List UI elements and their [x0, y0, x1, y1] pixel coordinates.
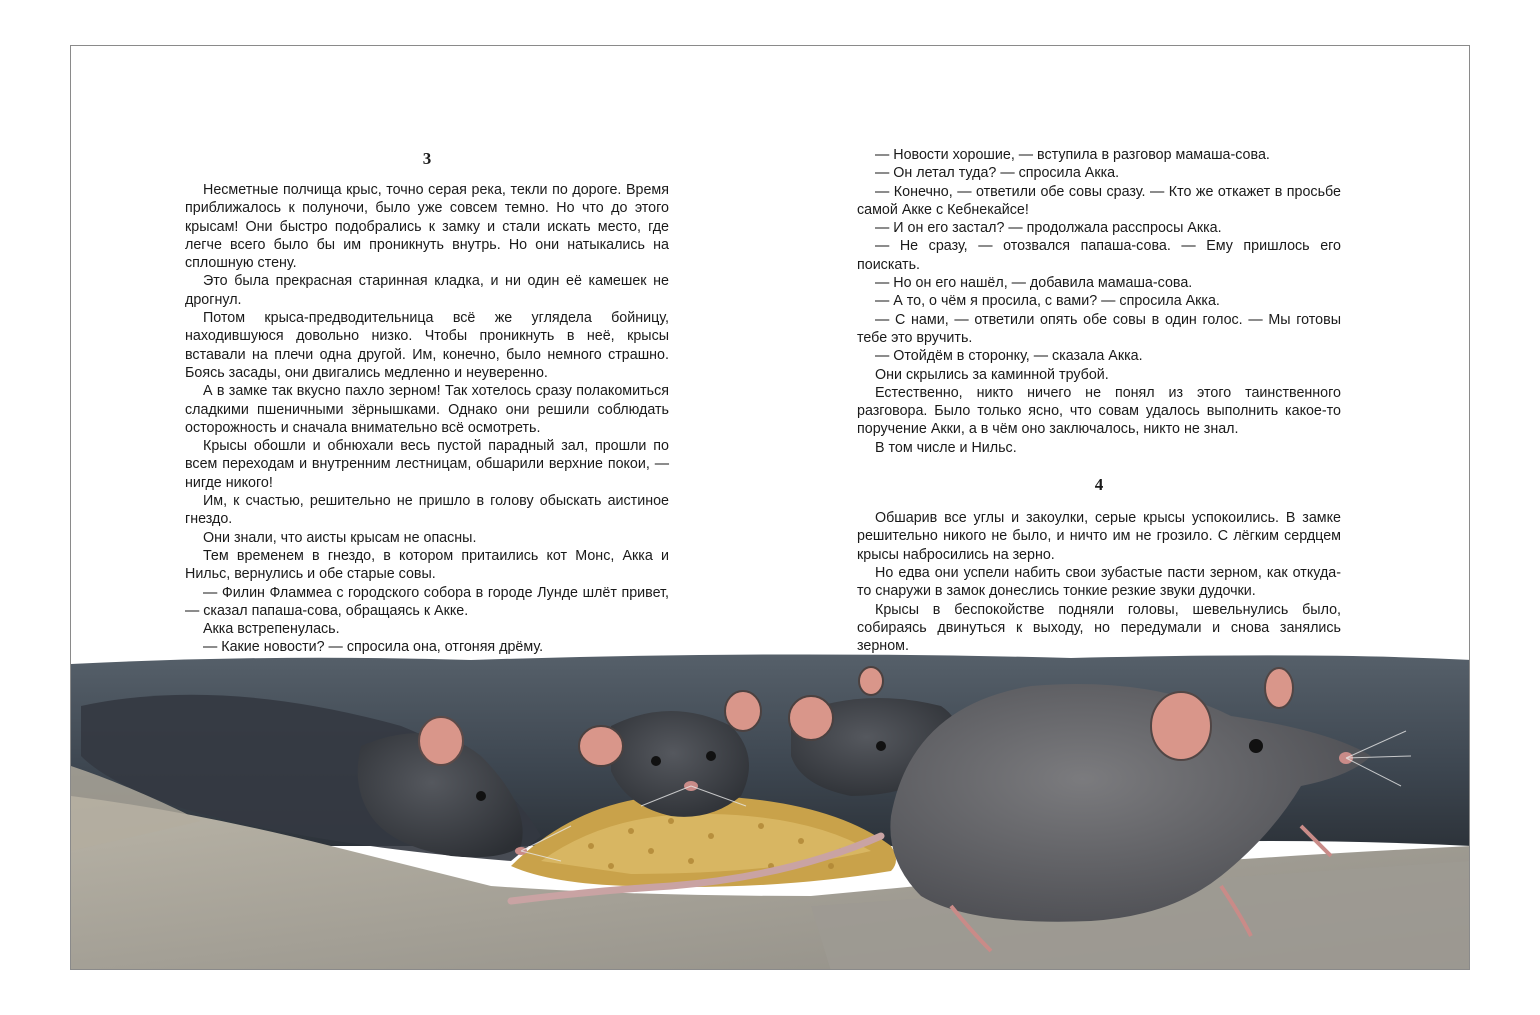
rats-illustration-art	[71, 646, 1470, 970]
right-page	[857, 146, 1341, 674]
chapter-number: 4	[1094, 475, 1104, 495]
paragraph: Крысы в беспокойстве подняли головы, шевельнулись было, собираясь двинуться к выходу, но передумали и снова занялись зерном.	[857, 601, 1341, 655]
paragraph: — С нами, — ответили опять обе совы в один голос. — Мы готовы тебе это вручить.	[857, 311, 1341, 346]
paragraph: — Не сразу, — отозвался папаша-сова. — Ему пришлось его поискать.	[857, 238, 1341, 273]
paragraph: — Отойдём в сторонку, — сказала Акка.	[875, 348, 1143, 365]
paragraph: — Он летал туда? — спросила Акка.	[875, 165, 1120, 182]
paragraph: В том числе и Нильс.	[875, 439, 1017, 456]
paragraph: Тем временем в гнездо, в котором притаились кот Монс, Акка и Нильс, вернулись и обе старые совы.	[185, 547, 669, 583]
paragraph: — А то, о чём я просила, с вами? — спросила Акка.	[875, 293, 1220, 310]
paragraph: Они скрылись за каминной трубой.	[875, 366, 1109, 383]
paragraph: — И он его застал? — продолжала расспросы Акка.	[875, 220, 1222, 237]
chapter-number: 3	[422, 149, 432, 168]
paragraph: Несметные полчища крыс, точно серая река, текли по дороге. Время приближалось к полуночи, было уже совсем темно. Но что до этого крысам! Они быстро подобрались к замку и стали искать место, где легче всего было бы им проникнуть внутрь. Но они натыкались на сплошную стену.	[185, 182, 669, 272]
paragraph: — Какие новости? — спросила она, отгоняя дрёму.	[203, 639, 544, 656]
paragraph: Им, к счастью, решительно не пришло в голову обыскать аистиное гнездо.	[185, 493, 669, 528]
paragraph: — Филин Фламмеа с городского собора в городе Лунде шлёт привет, — сказал папаша-сова, обращаясь к Акке.	[185, 584, 669, 619]
paragraph: — Конечно, — ответили обе совы сразу. — Кто же откажет в просьбе самой Акке с Кебнекайсе!	[857, 183, 1341, 218]
left-page	[185, 149, 669, 657]
book-spread	[70, 45, 1470, 970]
paragraph: Но едва они успели набить свои зубастые пасти зерном, как откуда-то снаружи в замок донеслись тонкие резкие звуки дудочки.	[857, 564, 1341, 600]
paragraph: Они знали, что аисты крысам не опасны.	[203, 529, 477, 546]
paragraph: Это была прекрасная старинная кладка, и ни один её камешек не дрогнул.	[185, 273, 669, 308]
paragraph: Обшарив все углы и закоулки, серые крысы успокоились. В замке решительно никого не было, и ничто им не грозило. С лёгким сердцем крысы набросились на зерно.	[857, 510, 1341, 563]
paragraph: Крысы обошли и обнюхали весь пустой парадный зал, прошли по всем переходам и внутренним лестницам, обшарили верхние покои, — нигде никого!	[185, 438, 669, 491]
paragraph: — Но он его нашёл, — добавила мамаша-сова.	[875, 275, 1193, 292]
paragraph: А в замке так вкусно пахло зерном! Так хотелось сразу полакомиться сладкими пшеничными зёрнышками. Однако они решили соблюдать осторожность и сначала внимательно всё осмотреть.	[185, 383, 669, 436]
paragraph: Естественно, никто ничего не понял из этого таинственного разговора. Было только ясно, что совам удалось выполнить какое-то поручение Акки, а в чём оно заключалось, никто не знал.	[857, 384, 1341, 438]
paragraph: Потом крыса-предводительница всё же углядела бойницу, находившуюся довольно низко. Чтобы проникнуть в неё, крысы вставали на плечи одна другой. Им, конечно, было немного страшно. Боясь засады, они двигались медленно и неуверенно.	[185, 310, 669, 381]
rats-illustration	[71, 646, 1470, 970]
paragraph: Акка встрепенулась.	[203, 621, 340, 638]
paragraph: — Новости хорошие, — вступила в разговор мамаша-сова.	[875, 147, 1270, 163]
